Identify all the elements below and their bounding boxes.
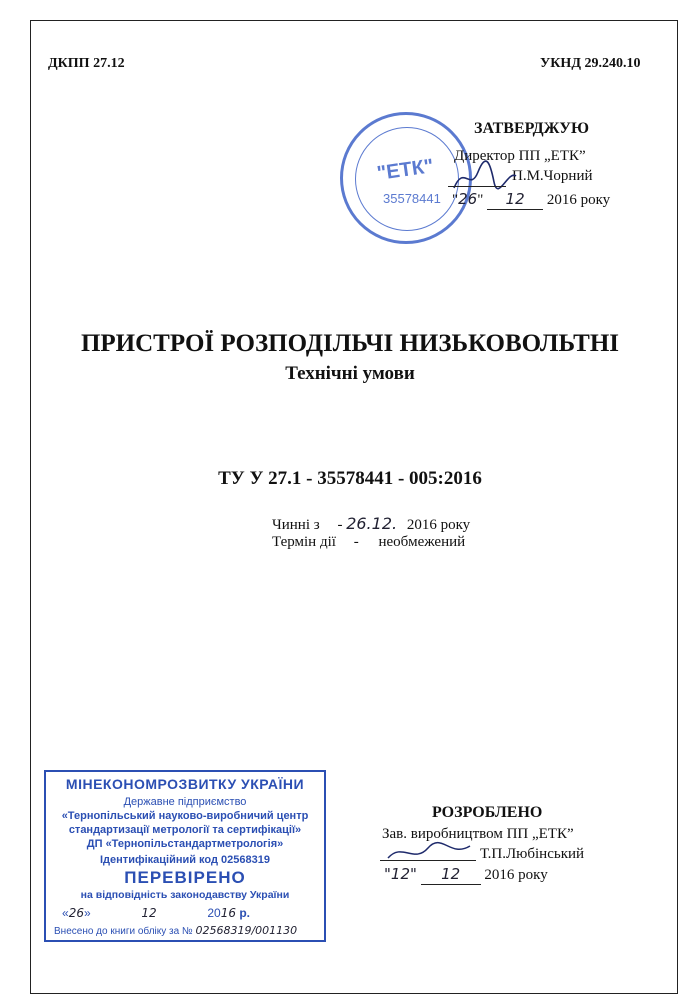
term-label: Термін дії <box>272 534 336 550</box>
approval-date-year: 2016 року <box>546 192 611 208</box>
developed-date-year: 2016 року <box>484 867 548 883</box>
verified-label: ПЕРЕВІРЕНО <box>124 868 246 887</box>
approval-date-row: "26" 12 2016 року <box>452 190 611 208</box>
term-value: необмежений <box>378 534 466 550</box>
dkpp-code: ДКПП 27.12 <box>48 56 125 71</box>
term-row: Термін дії - необмежений <box>272 534 466 550</box>
document-title: ПРИСТРОЇ РОЗПОДІЛЬЧІ НИЗЬКОВОЛЬТНІ <box>80 330 620 357</box>
developed-date-day: "12" <box>384 865 417 883</box>
valid-from-year: 2016 року <box>406 517 471 533</box>
stamp-code-text: 35578441 <box>383 191 441 206</box>
developed-date-month: 12 <box>441 865 461 883</box>
document-subtitle: Технічні умови <box>285 363 415 384</box>
approval-date-month: 12 <box>505 190 525 208</box>
uknd-code: УКНД 29.240.10 <box>540 56 641 71</box>
valid-from-date: 26.12. <box>346 514 398 533</box>
approval-position: Директор ПП „ЕТК” <box>454 148 586 164</box>
developed-name: Т.П.Любінський <box>480 846 585 862</box>
approval-title: ЗАТВЕРДЖУЮ <box>474 120 590 137</box>
verification-stamp: МІНЕКОНОМРОЗВИТКУ УКРАЇНИ Державне підприємство «Тернопільський науково-виробничий центр стандартизації метрології та сертифікації» ДП «Тернопільстандартметрологія» Ідентифікаційний код 02568319 ПЕРЕВІРЕНО на відповідність законодавству України «26» 12 2016 р. Внесено до книги обліку за № 02568319/001130 <box>44 770 326 942</box>
developer-signature <box>384 838 474 868</box>
spec-code: ТУ У 27.1 - 35578441 - 005:2016 <box>218 468 482 489</box>
developed-date-row <box>384 865 548 885</box>
verification-date-row: «26» 12 2016 р. <box>62 906 250 920</box>
approval-date-day: 26 <box>458 190 478 208</box>
stamp-etk-text: "ЕТК" <box>375 155 435 185</box>
registry-row: Внесено до книги обліку за № 02568319/001130 <box>54 924 298 937</box>
developed-title: РОЗРОБЛЕНО <box>432 804 543 821</box>
approval-name: П.М.Чорний <box>512 168 593 184</box>
valid-from-label: Чинні з <box>272 517 320 533</box>
valid-from-row: Чинні з - 26.12. 2016 року <box>272 514 471 533</box>
developed-position: Зав. виробництвом ПП „ЕТК” <box>382 826 574 842</box>
